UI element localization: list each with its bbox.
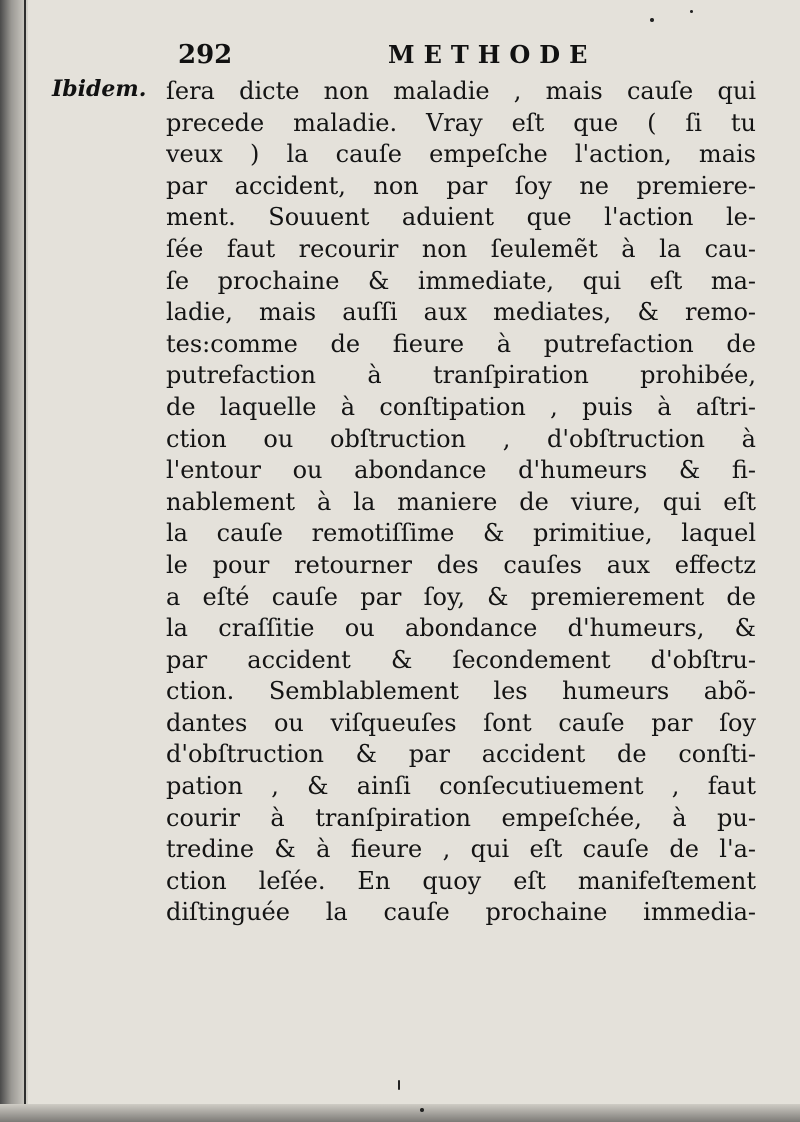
page-edge-line: [24, 0, 26, 1122]
text-line: diſtinguée la cauſe prochaine immedia-: [166, 898, 756, 927]
text-line: de laquelle à conſtipation , puis à aſtri-: [166, 392, 756, 421]
ink-speck: [420, 1108, 424, 1112]
text-line: par accident, non par ſoy ne premiere-: [166, 171, 756, 200]
text-line: par accident & ſecondement d'obſtru-: [166, 645, 756, 674]
text-line: a eſté cauſe par ſoy, & premierement de: [166, 582, 756, 611]
text-line: ſée faut recourir non ſeulemẽt à la cau-: [166, 234, 756, 263]
ink-speck: [398, 1080, 400, 1090]
body-text: [166, 76, 756, 929]
text-line: l'entour ou abondance d'humeurs & fi-: [166, 456, 756, 485]
text-line: ſera dicte non maladie , mais cauſe qui: [166, 77, 756, 105]
page-number: 292: [178, 40, 233, 70]
text-line: tes:comme de fieure à putrefaction de: [166, 329, 756, 358]
text-line: d'obſtruction & par accident de conſti-: [166, 740, 756, 769]
margin-note: Ibidem.: [52, 76, 147, 102]
running-head: METHODE: [388, 40, 597, 69]
text-line: veux ) la cauſe empeſche l'action, mais: [166, 140, 756, 169]
text-line: pation , & ainſi conſecutiuement , faut: [166, 772, 756, 801]
text-line: courir à tranſpiration empeſchée, à pu-: [166, 803, 756, 832]
page-bottom-shadow: [0, 1104, 800, 1122]
text-line: ladie, mais auſſi aux mediates, & remo-: [166, 298, 756, 327]
text-line: le pour retourner des cauſes aux effectz: [166, 550, 756, 579]
page-header: [178, 36, 598, 74]
text-line: ment. Souuent aduient que l'action le-: [166, 203, 756, 232]
text-line: ſe prochaine & immediate, qui eſt ma-: [166, 266, 756, 295]
text-line: la craſſitie ou abondance d'humeurs, &: [166, 614, 756, 643]
text-line: ction ou obſtruction , d'obſtruction à: [166, 424, 756, 453]
text-line: ction leſée. En quoy eſt manifeſtement: [166, 866, 756, 895]
text-line: dantes ou viſqueuſes ſont cauſe par ſoy: [166, 708, 756, 737]
text-line: nablement à la maniere de viure, qui eſt: [166, 487, 756, 516]
text-line: putrefaction à tranſpiration prohibée,: [166, 361, 756, 390]
ink-speck: [650, 18, 654, 22]
text-line: ction. Semblablement les humeurs abõ-: [166, 677, 756, 706]
text-line: precede maladie. Vray eſt que ( ſi tu: [166, 108, 756, 137]
ink-speck: [690, 10, 693, 13]
text-line: la cauſe remotiſſime & primitiue, laquel: [166, 519, 756, 548]
text-line: tredine & à fieure , qui eſt cauſe de l'a-: [166, 835, 756, 864]
